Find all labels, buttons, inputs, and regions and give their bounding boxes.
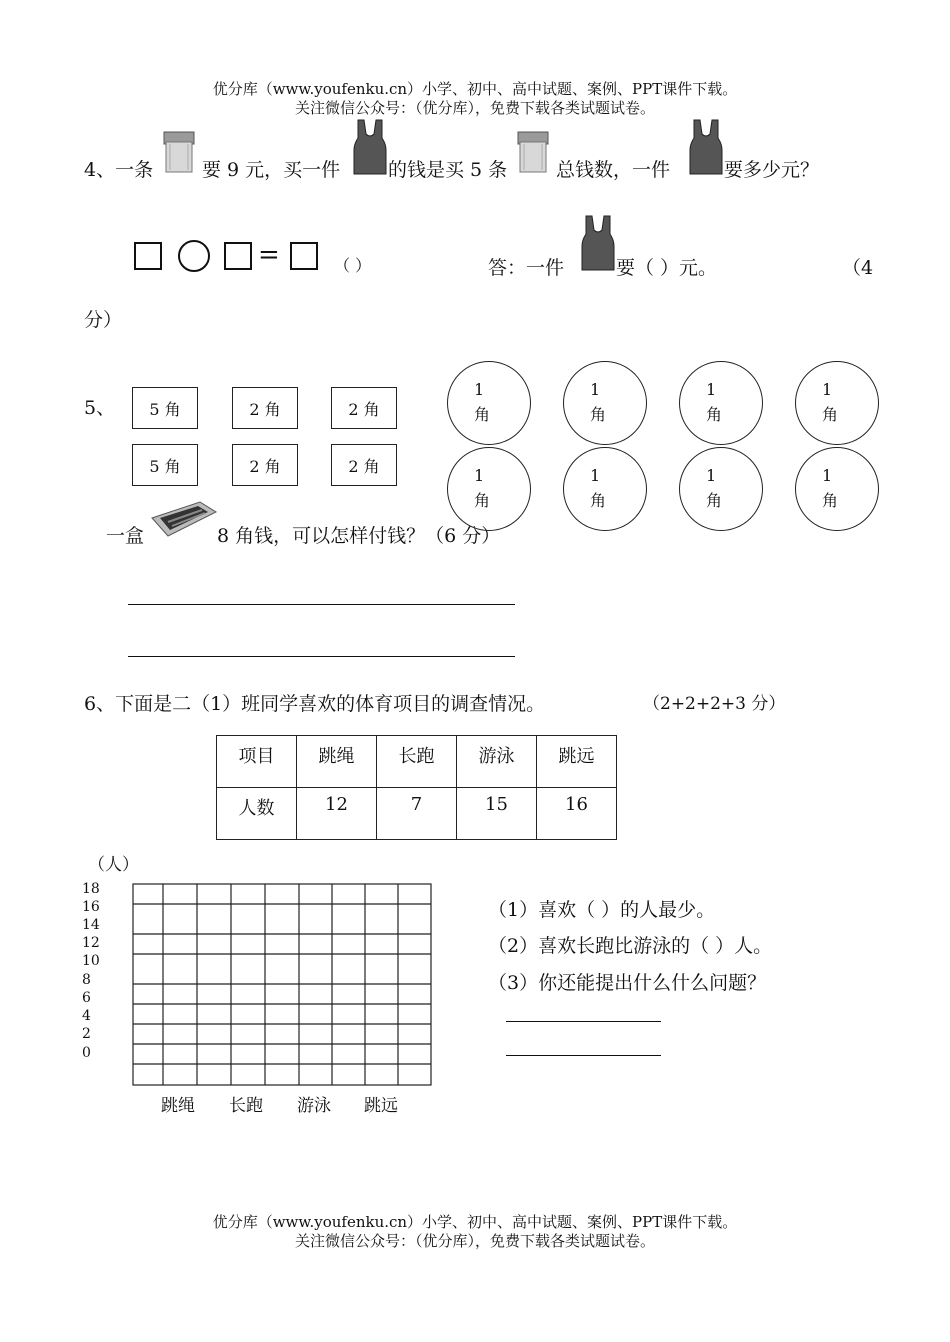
y-tick: 18	[82, 881, 100, 897]
answer-text-2: 要（ ）元。	[616, 257, 718, 279]
sub-question-2: （2）喜欢长跑比游泳的（ ）人。	[488, 935, 773, 957]
coin: 1 角	[679, 447, 763, 531]
equals-sign: =	[258, 240, 280, 270]
vest-icon	[352, 118, 388, 176]
towel-icon	[160, 130, 200, 176]
table-row	[217, 788, 617, 840]
y-tick: 14	[82, 917, 100, 933]
y-tick: 8	[82, 972, 91, 988]
q6-title: 6、下面是二（1）班同学喜欢的体育项目的调查情况。	[84, 693, 546, 715]
coin: 1 角	[795, 361, 879, 445]
coin: 1 角	[563, 361, 647, 445]
answer-text-1: 答：一件	[488, 257, 565, 279]
y-tick: 4	[82, 1008, 91, 1024]
x-label: 长跑	[229, 1096, 263, 1116]
coin: 1 角	[447, 361, 531, 445]
operator-circle[interactable]	[178, 240, 210, 272]
table-cell: 跳绳	[297, 736, 377, 788]
q4-text-2: 要 9 元，买一件	[202, 159, 341, 181]
header-line-1: 优分库（www.youfenku.cn）小学、初中、高中试题、案例、PPT课件下载。	[212, 80, 738, 98]
unit-paren: （ ）	[334, 256, 372, 275]
q5-text-1: 一盒	[106, 525, 145, 547]
x-label: 跳绳	[161, 1096, 195, 1116]
x-label: 跳远	[364, 1096, 398, 1116]
q4-text-4: 总钱数，一件	[556, 159, 671, 181]
y-tick: 12	[82, 935, 100, 951]
answer-line[interactable]	[128, 656, 515, 657]
q4-text-1: 4、一条	[84, 159, 154, 181]
x-label: 游泳	[297, 1096, 331, 1116]
q4-score: （4	[842, 257, 874, 279]
answer-line[interactable]	[506, 1021, 661, 1022]
y-tick: 2	[82, 1026, 91, 1042]
table-header-row	[217, 736, 617, 788]
sub-question-3: （3）你还能提出什么什么问题？	[488, 972, 767, 994]
q4-score-unit: 分）	[84, 309, 123, 331]
vest-icon	[688, 118, 724, 176]
coin-box: 5 角	[132, 444, 198, 486]
survey-table	[216, 735, 617, 840]
table-cell: 游泳	[457, 736, 537, 788]
vest-icon	[580, 214, 616, 272]
table-cell: 人数	[217, 788, 297, 840]
y-tick: 10	[82, 953, 100, 969]
coin: 1 角	[447, 447, 531, 531]
table-cell: 项目	[217, 736, 297, 788]
answer-line[interactable]	[128, 604, 515, 605]
q4-text-5: 要多少元？	[724, 159, 820, 181]
coin: 1 角	[795, 447, 879, 531]
pencil-box-icon	[150, 500, 218, 540]
table-cell: 16	[537, 788, 617, 840]
table-cell: 跳远	[537, 736, 617, 788]
footer-line-1: 优分库（www.youfenku.cn）小学、初中、高中试题、案例、PPT课件下载。	[212, 1213, 738, 1231]
answer-box[interactable]	[134, 242, 162, 270]
coin: 1 角	[679, 361, 763, 445]
chart-unit-label: （人）	[88, 855, 139, 875]
q6-score: （2+2+2+3 分）	[643, 694, 786, 714]
coin-box: 5 角	[132, 387, 198, 429]
table-cell: 7	[377, 788, 457, 840]
coin-box: 2 角	[331, 387, 397, 429]
y-tick: 16	[82, 899, 100, 915]
answer-box[interactable]	[290, 242, 318, 270]
q5-number: 5、	[84, 397, 116, 419]
coin-box: 2 角	[232, 387, 298, 429]
y-tick: 0	[82, 1045, 91, 1061]
y-tick: 6	[82, 990, 91, 1006]
table-cell: 15	[457, 788, 537, 840]
towel-icon	[514, 130, 554, 176]
coin-box: 2 角	[232, 444, 298, 486]
table-cell: 长跑	[377, 736, 457, 788]
bar-chart-grid[interactable]	[132, 883, 434, 1087]
coin: 1 角	[563, 447, 647, 531]
q5-text-2: 8 角钱，可以怎样付钱？（6 分）	[217, 525, 501, 547]
answer-box[interactable]	[224, 242, 252, 270]
coin-box: 2 角	[331, 444, 397, 486]
answer-line[interactable]	[506, 1055, 661, 1056]
sub-question-1: （1）喜欢（ ）的人最少。	[488, 899, 716, 921]
table-cell: 12	[297, 788, 377, 840]
q4-text-3: 的钱是买 5 条	[388, 159, 508, 181]
footer-line-2: 关注微信公众号：（优分库），免费下载各类试题试卷。	[294, 1232, 655, 1250]
header-line-2: 关注微信公众号：（优分库），免费下载各类试题试卷。	[294, 99, 655, 117]
